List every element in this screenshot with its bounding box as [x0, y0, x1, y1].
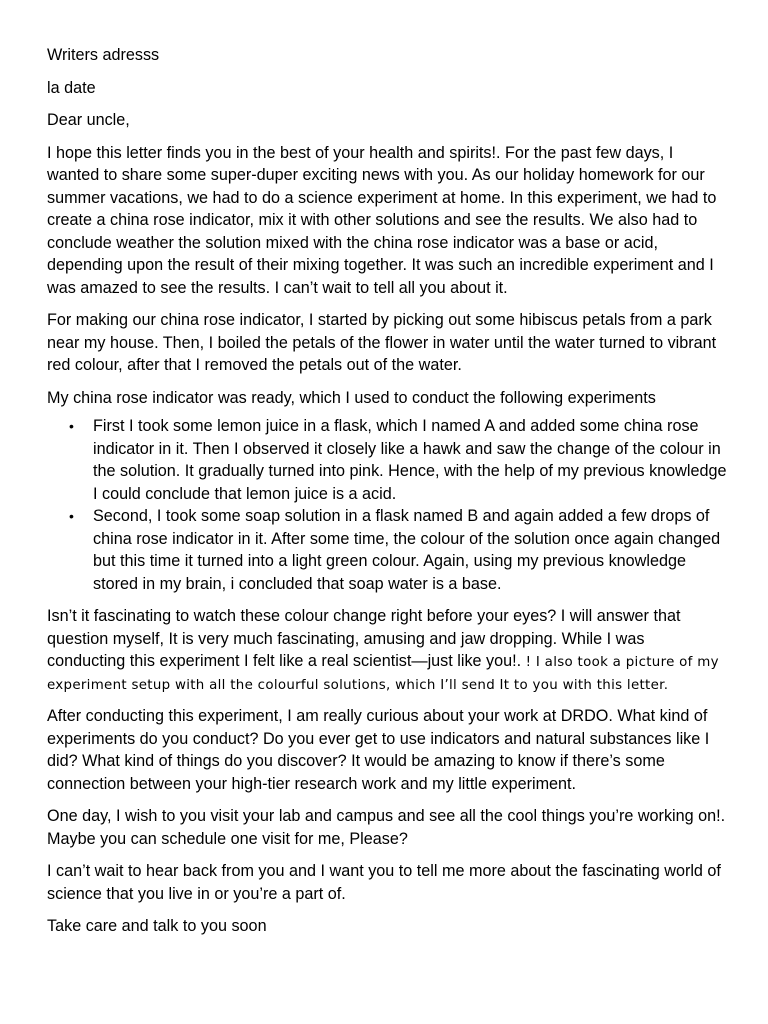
bullet-icon: •: [69, 508, 74, 524]
experiment-list: [47, 415, 727, 595]
paragraph-indicator-making: For making our china rose indicator, I started by picking out some hibiscus petals from a park near my house. Then, I boiled the petals of the flower in water until the water turned to vibrant red colour, after that I removed the petals out of the water.: [47, 311, 717, 374]
paragraph-reflection: [47, 605, 727, 695]
paragraph-drdo-questions: After conducting this experiment, I am really curious about your work at DRDO. What kind of experiments do you conduct? Do you ever get to use indicators and natural substances like I did? What kind of things do you discover? It would be amazing to know if there’s some connection between your high-tier research work and my little experiment.: [47, 707, 710, 793]
list-item: [47, 505, 727, 595]
list-item: [47, 415, 727, 505]
reflection-text: Isn’t it fascinating to watch these colour change right before your eyes? I will answer that question myself, It is very much fascinating, amusing and jaw dropping. While I was conducting this experiment I felt like a real scientist—just like you!.: [47, 607, 681, 670]
picture-note: ! I also took a picture of my experiment setup with all the colourful solutions, which I’ll send It to you with this letter.: [47, 655, 719, 693]
paragraph-experiments-intro: My china rose indicator was ready, which I used to conduct the following experiments: [47, 388, 656, 407]
experiment-text: Second, I took some soap solution in a flask named B and again added a few drops of china rose indicator in it. After some time, the colour of the solution once again changed but this time it turned into a light green colour. Again, using my previous knowledge stored in my brain, i concluded that soap water is a base.: [93, 507, 721, 593]
paragraph-intro: I hope this letter finds you in the best of your health and spirits!. For the past few days, I wanted to share some super-duper exciting news with you. As our holiday homework for our summer vacations, we had to do a science experiment at home. In this experiment, we had to create a china rose indicator, mix it with other solutions and see the results. We also had to conclude weather the solution mixed with the china rose indicator was a base or acid, depending upon the result of their mixing together. It was such an incredible experiment and I was amazed to see the results. I can’t wait to tell all you about it.: [47, 143, 717, 297]
letter-document: [47, 44, 727, 948]
salutation: Dear uncle,: [47, 111, 130, 129]
closing-line: Take care and talk to you soon: [47, 917, 267, 935]
bullet-icon: •: [69, 418, 74, 434]
letter-date: la date: [47, 78, 96, 97]
paragraph-visit-wish: One day, I wish to you visit your lab and campus and see all the cool things you’re working on!. Maybe you can schedule one visit for me, Please?: [47, 807, 726, 848]
paragraph-await-reply: I can’t wait to hear back from you and I want you to tell me more about the fascinating world of science that you live in or you’re a part of.: [47, 862, 721, 903]
experiment-text: First I took some lemon juice in a flask, which I named A and added some china rose indicator in it. Then I observed it closely like a hawk and saw the change of the colour in the solution. It gradually turned into pink. Hence, with the help of my previous knowledge I could conclude that lemon juice is a acid.: [93, 417, 727, 503]
writer-address: Writers adresss: [47, 46, 160, 64]
